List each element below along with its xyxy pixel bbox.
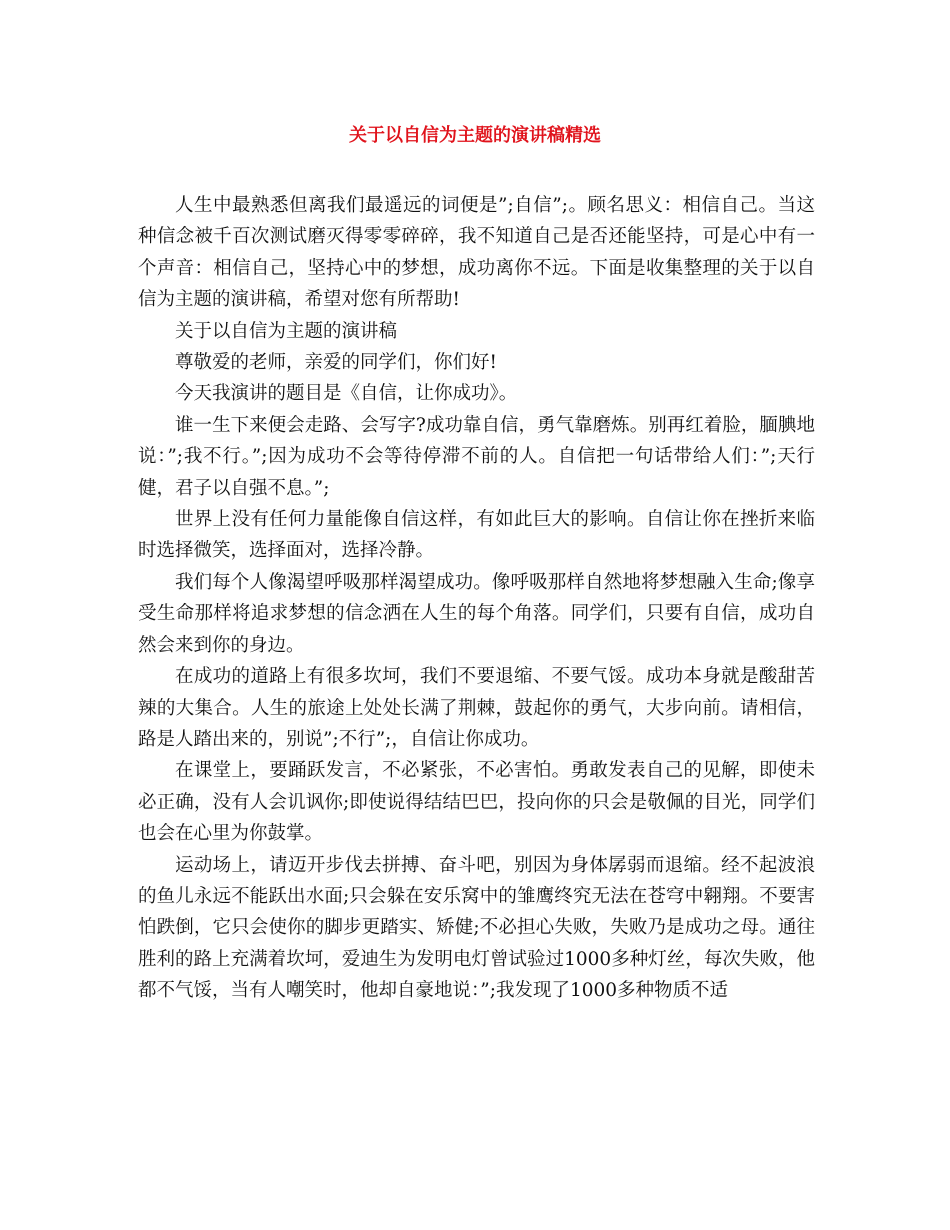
paragraph: 谁一生下来便会走路、会写字?成功靠自信，勇气靠磨炼。别再红着脸，腼腆地说：”;我不行。”;因为成功不会等待停滞不前的人。自信把一句话带给人们：”;天行健，君子以自强不息。”; (138, 414, 815, 499)
paragraph-intro: 人生中最熟悉但离我们最遥远的词便是”;自信”;。顾名思义：相信自己。当这种信念被千百次测试磨灭得零零碎碎，我不知道自己是否还能坚持，可是心中有一个声音：相信自己，坚持心中的梦想，成功离你不远。下面是收集整理的关于以自信为主题的演讲稿，希望对您有所帮助! (138, 195, 815, 311)
paragraph-topic: 今天我演讲的题目是《自信，让你成功》。 (175, 383, 518, 405)
paragraph-speech-heading: 关于以自信为主题的演讲稿 (175, 320, 398, 342)
paragraph: 世界上没有任何力量能像自信这样，有如此巨大的影响。自信让你在挫折来临时选择微笑，选择面对，选择冷静。 (138, 509, 815, 562)
paragraph: 在课堂上，要踊跃发言，不必紧张，不必害怕。勇敢发表自己的见解，即使未必正确，没有人会讥讽你;即使说得结结巴巴，投向你的只会是敬佩的目光，同学们也会在心里为你鼓掌。 (138, 760, 815, 845)
paragraph: 在成功的道路上有很多坎坷，我们不要退缩、不要气馁。成功本身就是酸甜苦辣的大集合。人生的旅途上处处长满了荆棘，鼓起你的勇气，大步向前。请相信，路是人踏出来的，别说”;不行”;，自信让你成功。 (138, 666, 815, 750)
document-body (138, 190, 815, 1007)
paragraph: 运动场上，请迈开步伐去拼搏、奋斗吧，别因为身体孱弱而退缩。经不起波浪的鱼儿永远不能跃出水面;只会躲在安乐窝中的雏鹰终究无法在苍穹中翱翔。不要害怕跌倒，它只会使你的脚步更踏实、矫健;不必担心失败，失败乃是成功之母。通往胜利的路上充满着坎坷，爱迪生为发明电灯曾试验过1000多种灯丝，每次失败，他都不气馁，当有人嘲笑时，他却自豪地说：”;我发现了1000多种物质不适 (138, 854, 815, 1002)
paragraph-greeting: 尊敬爱的老师，亲爱的同学们，你们好! (175, 352, 497, 374)
document-title: 关于以自信为主题的演讲稿精选 (349, 125, 601, 146)
paragraph: 我们每个人像渴望呼吸那样渴望成功。像呼吸那样自然地将梦想融入生命;像享受生命那样将追求梦想的信念洒在人生的每个角落。同学们，只要有自信，成功自然会来到你的身边。 (138, 571, 815, 656)
